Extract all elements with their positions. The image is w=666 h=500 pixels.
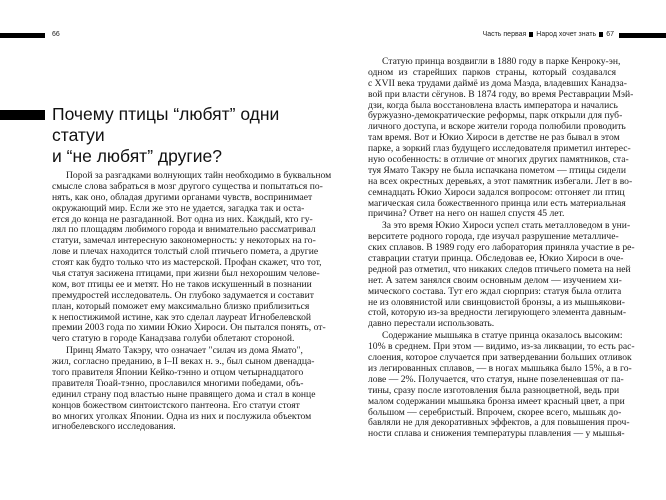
text-line: лове — 2%. Получается, что статуя, ныне позеленевшая от па-	[368, 373, 624, 385]
text-line: Порой за разгадками волнующих тайн необходимо в буквальном	[66, 170, 332, 181]
text-line: семнадцать Юкио Хироси задался вопросом: отгоняет ли птиц	[368, 186, 625, 198]
paragraph	[52, 345, 316, 433]
text-line: ности сплава и снижения температуры плавления — у мышья-	[368, 428, 625, 440]
body-text	[368, 56, 635, 440]
paragraph	[368, 220, 635, 330]
text-line: нет. А затем занялся своим основным делом — изучением хи-	[368, 274, 622, 286]
text-line: статуи, замечал интересную закономерность: у некоторых на го-	[52, 235, 316, 247]
text-line: дзи, когда была восстановлена власть императора и начались	[368, 99, 618, 111]
separator-square-icon	[529, 32, 533, 37]
chapter-title-line: Почему птицы “любят” одни статуи	[52, 104, 280, 145]
text-line: большом — серебристый. Впрочем, скорее всего, мышьяк до-	[368, 406, 622, 418]
text-line: к непостижимой истине, как это сделал лауреат Игнобелевской	[52, 311, 312, 323]
body-text	[52, 170, 332, 433]
text-line: премии 2003 года по химии Юкио Хироси. Он пытался понять, от-	[52, 322, 326, 334]
text-line: нять, как оно, обладая другими органами чувств, воспринимает	[52, 191, 313, 203]
chapter-title-line: и “не любят” другие?	[52, 146, 223, 166]
chapter-title	[52, 104, 312, 167]
text-line: вой при власти сёгунов. В 1874 году, во время Реставрации Мэй-	[368, 88, 634, 100]
text-line: чья статуя засижена птицами, при жизни был нехорошим челове-	[52, 268, 320, 280]
text-line: магическая сила божественного принца или есть материальная	[368, 197, 626, 209]
text-line: Статую принца воздвигли в 1880 году в парке Кенроку-эн,	[382, 56, 621, 67]
text-line: жил, согласно преданию, в I–II веках н. э., был сыном двенадца-	[52, 356, 315, 368]
running-head-part: Часть первая	[482, 31, 527, 38]
text-line: редной раз отметил, что никаких следов птичьего помета на ней	[368, 263, 631, 275]
text-line: единил страну под властью ныне правящего дома и стал в конце	[52, 388, 316, 400]
paragraph	[368, 330, 635, 440]
text-line: верситете родного города, где изучал разрушение металличе-	[368, 231, 619, 243]
text-line: лове и плечах находится толстый слой птичьего помета, а другие	[52, 246, 319, 258]
text-line: тины, сразу после изготовления была разноцветной, ведь при	[368, 384, 620, 396]
text-line: За это время Юкио Хироси успел стать металловедом в уни-	[382, 220, 631, 232]
text-line: Содержание мышьяка в статуе принца оказалось высоким:	[382, 330, 623, 342]
page-number: 67	[606, 31, 614, 38]
text-line: ется до конца не разгаданной. Вот одна из них. Каждый, кто гу-	[52, 213, 313, 225]
text-line: премудростей исследователь. Он глубоко задумается и составит	[52, 289, 314, 301]
text-line: бавляли не для декоративных эффектов, а для повышения проч-	[368, 417, 630, 429]
text-line: буржуазно-демократические реформы, парк открыли для пуб-	[368, 110, 623, 122]
text-line: из легированных сплавов, — в ногах мышьяка было 15%, а в го-	[368, 362, 632, 374]
text-line: на всех окрестных деревьях, а этот памятник избегали. Лет в во-	[368, 175, 633, 187]
running-head	[483, 31, 614, 38]
header-bar	[0, 33, 45, 38]
text-line: мического состава. Тут его ждал сюрприз: статуя была отлита	[368, 285, 622, 297]
text-line: окружающий мир. Если же это не удается, загадка так и оста-	[52, 202, 305, 214]
text-line: Принц Ямато Такэру, что означает "силач из дома Ямато",	[66, 345, 303, 357]
text-line: ком, вот птицы ее и метят. Но не таков искушенный в познании	[52, 278, 312, 290]
right-page	[333, 0, 666, 500]
text-line: игнобелевского исследования.	[52, 421, 176, 433]
text-line: ставрации статуи принца. Обследовав ее, Юкио Хироси в оче-	[368, 253, 624, 265]
text-line: ную особенность: в отличие от многих других памятников, ста-	[368, 154, 629, 166]
text-line: слоения, которое случается при затвердевании больших отливок	[368, 352, 632, 364]
text-line: там время. Вот и Юкио Хироси в детстве не раз бывал в этом	[368, 132, 620, 144]
text-line: во многих уголках Японии. Одна из них и послужила объектом	[52, 410, 312, 422]
text-line: давно перестали использовать.	[368, 318, 495, 330]
text-line: не из оловянистой или свинцовистой бронзы, а из мышьякови-	[368, 296, 626, 308]
text-line: одном из старейших парков страны, который создавался	[368, 66, 616, 78]
text-line: парке, а зоркий глаз будущего исследователя приметил интерес-	[368, 143, 631, 155]
text-line: 10% в среднем. При этом — видимо, из-за ликвации, то есть рас-	[368, 341, 635, 353]
paragraph	[52, 170, 332, 345]
text-line: план, который поможет ему максимально близко приблизиться	[52, 300, 310, 312]
text-line: малом содержании мышьяка бронза имеет красный цвет, а при	[368, 395, 625, 407]
text-line: лял по площадям любимого города и внимательно рассматривал	[52, 224, 316, 236]
text-line: личного доступа, и вскоре жители города полюбили проводить	[368, 121, 626, 133]
text-line: причина? Ответ на него он нашел спустя 45 лет.	[368, 208, 565, 220]
text-line: смысле слова забраться в мозг другого существа и попытаться по-	[52, 180, 323, 192]
text-line: чего статую в городе Канадзава голуби облетают стороной.	[52, 333, 295, 345]
paragraph	[368, 56, 634, 220]
running-head-section: Народ хочет знать	[536, 31, 597, 38]
text-line: туя Ямато Такэру не была испачкана пометом — птицы сидели	[368, 164, 626, 176]
text-line: концов божеством синтоистского пантеона. Его статуи стоят	[52, 399, 300, 411]
title-bar	[0, 110, 45, 120]
page-number: 66	[52, 31, 60, 38]
text-line: правителя Тюай-тэнно, прославился многими победами, объ-	[52, 377, 304, 389]
separator-square-icon	[599, 32, 603, 37]
text-line: стой, которую из-за вредности легирующего элемента давным-	[368, 307, 627, 319]
text-line: того правителя Японии Кейко-тэнно и отцом четырнадцатого	[52, 367, 304, 379]
text-line: стоят как будто только что из мастерской. Профан скажет, что тот,	[52, 257, 322, 269]
text-line: ских сплавов. В 1989 году его лаборатория приняла участие в ре-	[368, 242, 635, 254]
header-bar	[619, 33, 666, 38]
text-line: с XVII века трудами даймё из дома Маэда, владевших Канадза-	[368, 77, 627, 89]
